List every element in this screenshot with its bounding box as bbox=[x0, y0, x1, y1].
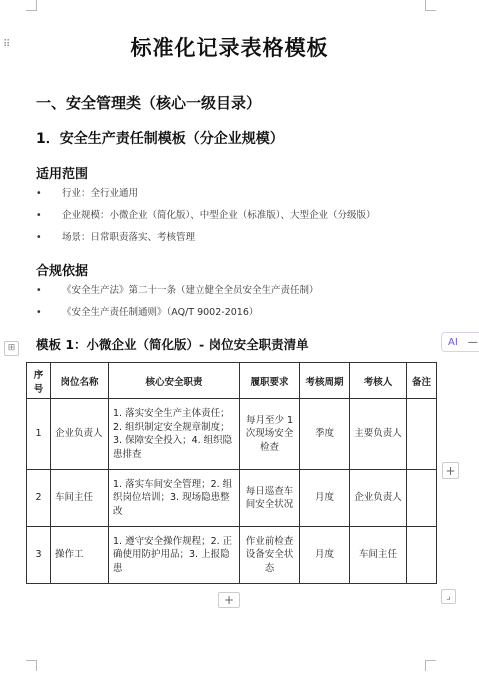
ai-label: AI bbox=[448, 336, 458, 348]
duties-table bbox=[26, 362, 437, 584]
table-cell[interactable]: 1. 落实安全生产主体责任；2. 组织制定安全规章制度；3. 保障安全投入；4. 组织隐患排查 bbox=[109, 399, 240, 470]
column-header: 岗位名称 bbox=[51, 363, 109, 399]
table-cell[interactable]: 作业前检查设备安全状态 bbox=[240, 527, 300, 584]
list-item: • 企业规模：小微企业（简化版）、中型企业（标准版）、大型企业（分级版） bbox=[36, 208, 376, 230]
scope-heading: 适用范围 bbox=[36, 167, 89, 182]
table-cell[interactable]: 月度 bbox=[300, 470, 350, 527]
table-row bbox=[27, 399, 437, 470]
ai-dash: — bbox=[467, 336, 478, 348]
table-cell[interactable] bbox=[407, 527, 437, 584]
column-header: 备注 bbox=[407, 363, 437, 399]
table-row bbox=[27, 527, 437, 584]
table-header-row bbox=[27, 363, 437, 399]
section-heading: 一、安全管理类（核心一级目录） bbox=[36, 94, 262, 112]
drag-handle-icon[interactable]: ⠿ bbox=[3, 39, 10, 50]
column-header: 考核人 bbox=[350, 363, 407, 399]
crop-mark-top-left bbox=[26, 0, 37, 11]
table-cell[interactable]: 企业负责人 bbox=[51, 399, 109, 470]
crop-mark-bottom-right bbox=[425, 660, 436, 671]
table-cell[interactable]: 车间主任 bbox=[51, 470, 109, 527]
table-cell[interactable]: 企业负责人 bbox=[350, 470, 407, 527]
column-header: 核心安全职责 bbox=[109, 363, 240, 399]
table-cell[interactable]: 1 bbox=[27, 399, 51, 470]
table-cell[interactable]: 季度 bbox=[300, 399, 350, 470]
basis-list bbox=[36, 283, 319, 327]
column-header: 序号 bbox=[27, 363, 51, 399]
column-header: 考核周期 bbox=[300, 363, 350, 399]
table-cell[interactable]: 1. 落实车间安全管理；2. 组织岗位培训；3. 现场隐患整改 bbox=[109, 470, 240, 527]
column-header: 履职要求 bbox=[240, 363, 300, 399]
table-cell[interactable]: 月度 bbox=[300, 527, 350, 584]
crop-mark-bottom-left bbox=[26, 660, 37, 671]
template-heading: 模板 1：小微企业（简化版）- 岗位安全职责清单 bbox=[36, 337, 309, 352]
basis-heading: 合规依据 bbox=[36, 264, 89, 279]
table-cell[interactable]: 1. 遵守安全操作规程；2. 正确使用防护用品；3. 上报隐患 bbox=[109, 527, 240, 584]
table-cell[interactable]: 3 bbox=[27, 527, 51, 584]
list-item: • 《安全生产责任制通则》（AQ/T 9002-2016） bbox=[36, 305, 319, 327]
table-cell[interactable]: 每日巡查车间安全状况 bbox=[240, 470, 300, 527]
list-item: • 行业：全行业通用 bbox=[36, 186, 376, 208]
list-item: • 场景：日常职责落实、考核管理 bbox=[36, 230, 376, 252]
ai-assistant-button[interactable] bbox=[441, 332, 479, 352]
crop-mark-top-right bbox=[425, 0, 436, 11]
scope-list bbox=[36, 186, 376, 252]
table-cell[interactable]: 操作工 bbox=[51, 527, 109, 584]
table-cell[interactable] bbox=[407, 399, 437, 470]
list-item: • 《安全生产法》第二十一条（建立健全全员安全生产责任制） bbox=[36, 283, 319, 305]
table-move-icon[interactable]: ⊞ bbox=[4, 341, 19, 356]
table-cell[interactable] bbox=[407, 470, 437, 527]
subsection-heading: 1．安全生产责任制模板（分企业规模） bbox=[36, 131, 284, 147]
add-row-button[interactable]: + bbox=[218, 592, 240, 608]
table-row bbox=[27, 470, 437, 527]
table-cell[interactable]: 主要负责人 bbox=[350, 399, 407, 470]
table-cell[interactable]: 车间主任 bbox=[350, 527, 407, 584]
add-column-button[interactable]: + bbox=[442, 462, 459, 479]
table-resize-icon[interactable]: ⌟ bbox=[441, 589, 456, 604]
table-cell[interactable]: 每月至少 1 次现场安全检查 bbox=[240, 399, 300, 470]
table-cell[interactable]: 2 bbox=[27, 470, 51, 527]
document-title: 标准化记录表格模板 bbox=[130, 36, 329, 60]
